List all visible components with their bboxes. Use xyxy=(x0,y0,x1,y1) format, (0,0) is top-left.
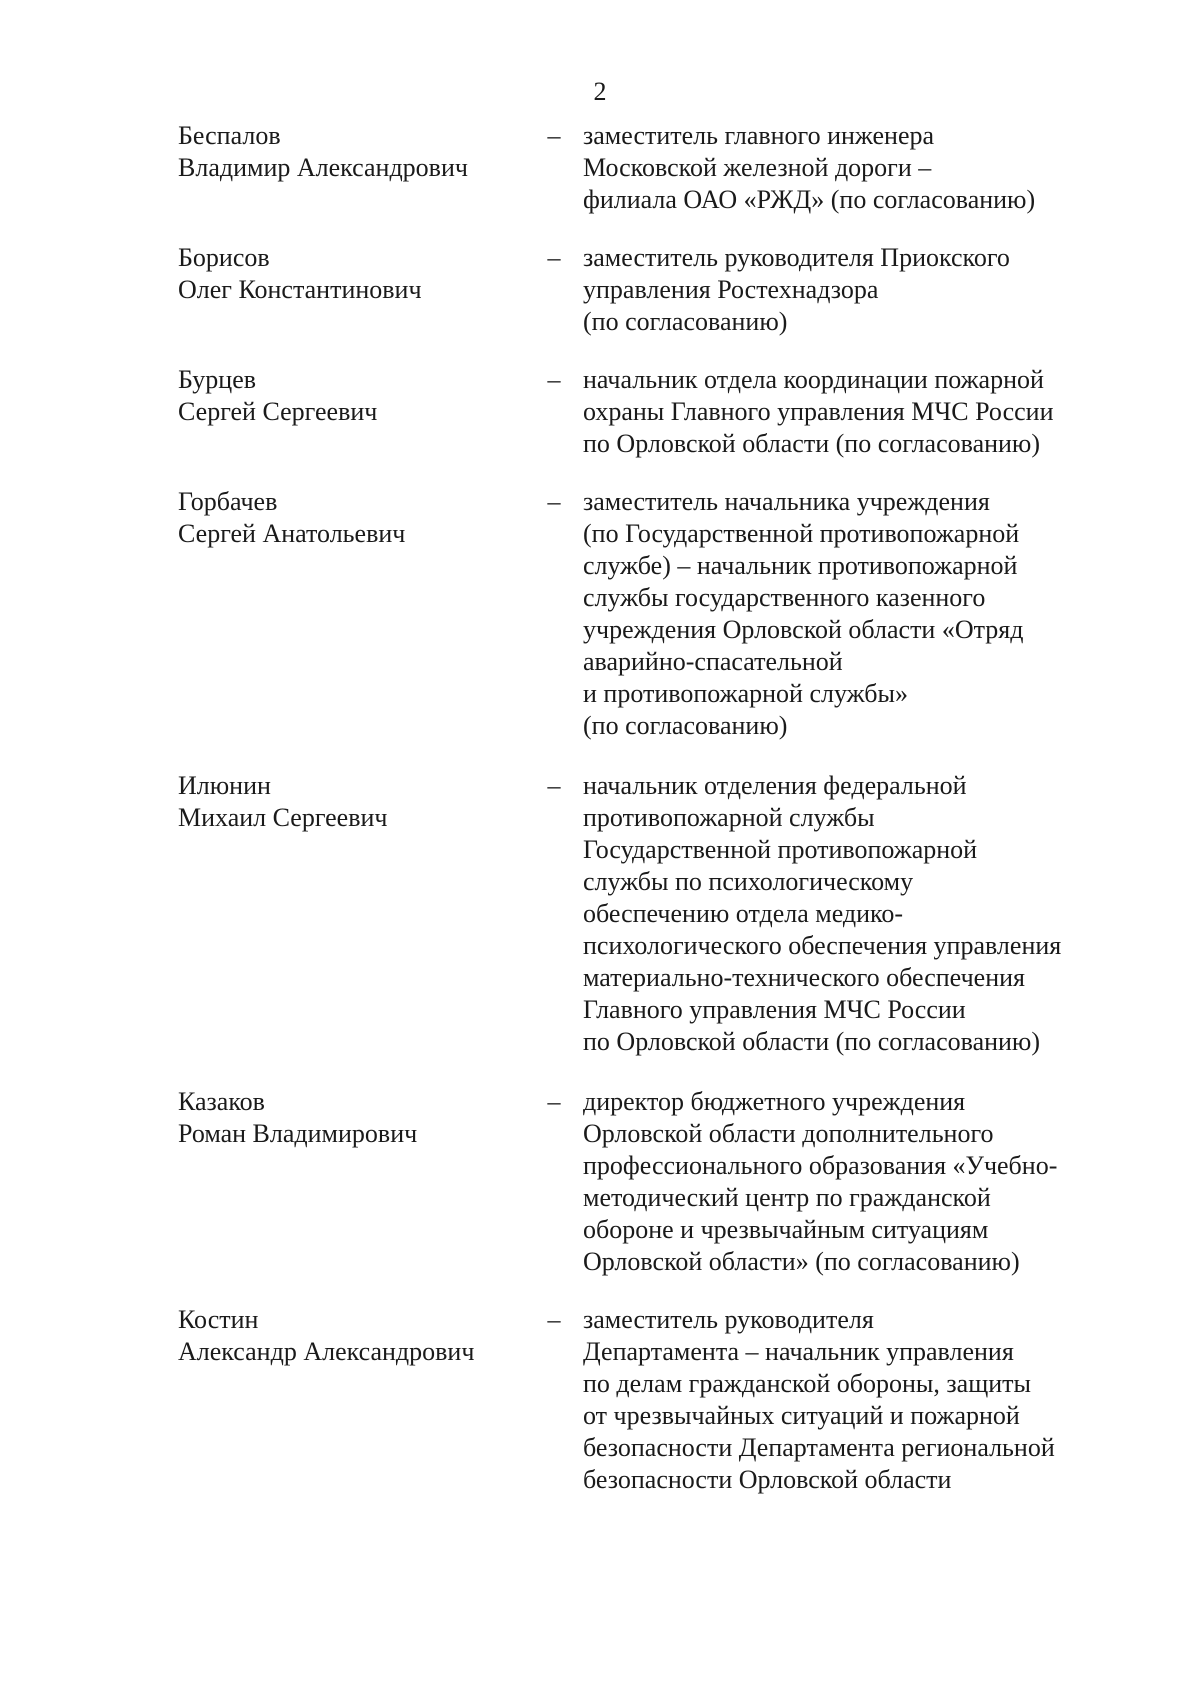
position-line: (по согласованию) xyxy=(583,307,788,336)
position-line: по Орловской области (по согласованию) xyxy=(583,429,1041,458)
position-line: Московской железной дороги – xyxy=(583,153,932,182)
position-line: управления Ростехнадзора xyxy=(583,275,879,304)
position-line: безопасности Орловской области xyxy=(583,1465,952,1494)
member-surname: Беспалов xyxy=(178,121,281,150)
member-name xyxy=(178,486,538,550)
separator-dash: – xyxy=(547,771,561,800)
member-position xyxy=(583,120,1123,216)
position-line: материально-технического обеспечения xyxy=(583,963,1025,992)
position-line: директор бюджетного учреждения xyxy=(583,1087,966,1116)
position-line: службы по психологическому xyxy=(583,867,914,896)
position-line: заместитель главного инженера xyxy=(583,121,935,150)
member-surname: Борисов xyxy=(178,243,270,272)
member-name xyxy=(178,364,538,428)
position-line: аварийно-спасательной xyxy=(583,647,843,676)
position-line: учреждения Орловской области «Отряд xyxy=(583,615,1024,644)
position-line: заместитель начальника учреждения xyxy=(583,487,990,516)
separator-dash: – xyxy=(547,243,561,272)
position-line: безопасности Департамента региональной xyxy=(583,1433,1055,1462)
member-given-names: Сергей Анатольевич xyxy=(178,519,406,548)
member-surname: Горбачев xyxy=(178,487,278,516)
position-line: службе) – начальник противопожарной xyxy=(583,551,1018,580)
separator-dash: – xyxy=(547,487,561,516)
position-line: от чрезвычайных ситуаций и пожарной xyxy=(583,1401,1020,1430)
position-line: Главного управления МЧС России xyxy=(583,995,966,1024)
member-position xyxy=(583,242,1123,338)
position-line: заместитель руководителя xyxy=(583,1305,874,1334)
position-line: обороне и чрезвычайным ситуациям xyxy=(583,1215,989,1244)
position-line: по Орловской области (по согласованию) xyxy=(583,1027,1041,1056)
position-line: (по Государственной противопожарной xyxy=(583,519,1020,548)
page-number: 2 xyxy=(593,77,607,106)
member-given-names: Михаил Сергеевич xyxy=(178,803,388,832)
member-given-names: Владимир Александрович xyxy=(178,153,468,182)
member-name xyxy=(178,1304,538,1368)
position-line: Департамента – начальник управления xyxy=(583,1337,1014,1366)
member-given-names: Сергей Сергеевич xyxy=(178,397,378,426)
position-line: охраны Главного управления МЧС России xyxy=(583,397,1054,426)
position-line: Орловской области» (по согласованию) xyxy=(583,1247,1020,1276)
member-name xyxy=(178,1086,538,1150)
position-line: обеспечению отдела медико- xyxy=(583,899,904,928)
position-line: и противопожарной службы» xyxy=(583,679,908,708)
member-name xyxy=(178,770,538,834)
separator-dash: – xyxy=(547,1305,561,1334)
separator-dash: – xyxy=(547,121,561,150)
position-line: Орловской области дополнительного xyxy=(583,1119,994,1148)
member-given-names: Олег Константинович xyxy=(178,275,422,304)
position-line: методический центр по гражданской xyxy=(583,1183,991,1212)
position-line: начальник отделения федеральной xyxy=(583,771,967,800)
member-name xyxy=(178,242,538,306)
position-line: противопожарной службы xyxy=(583,803,875,832)
position-line: по делам гражданской обороны, защиты xyxy=(583,1369,1031,1398)
member-surname: Костин xyxy=(178,1305,259,1334)
position-line: службы государственного казенного xyxy=(583,583,986,612)
position-line: филиала ОАО «РЖД» (по согласованию) xyxy=(583,185,1036,214)
member-surname: Бурцев xyxy=(178,365,257,394)
position-line: Государственной противопожарной xyxy=(583,835,978,864)
member-given-names: Роман Владимирович xyxy=(178,1119,418,1148)
position-line: (по согласованию) xyxy=(583,711,788,740)
member-position xyxy=(583,770,1123,1058)
separator-dash: – xyxy=(547,365,561,394)
member-position xyxy=(583,364,1123,460)
member-given-names: Александр Александрович xyxy=(178,1337,475,1366)
separator-dash: – xyxy=(547,1087,561,1116)
member-position xyxy=(583,1086,1123,1278)
member-surname: Илюнин xyxy=(178,771,271,800)
position-line: начальник отдела координации пожарной xyxy=(583,365,1044,394)
member-name xyxy=(178,120,538,184)
member-surname: Казаков xyxy=(178,1087,265,1116)
member-position xyxy=(583,1304,1123,1496)
position-line: профессионального образования «Учебно- xyxy=(583,1151,1058,1180)
position-line: заместитель руководителя Приокского xyxy=(583,243,1010,272)
position-line: психологического обеспечения управления xyxy=(583,931,1062,960)
member-position xyxy=(583,486,1123,742)
